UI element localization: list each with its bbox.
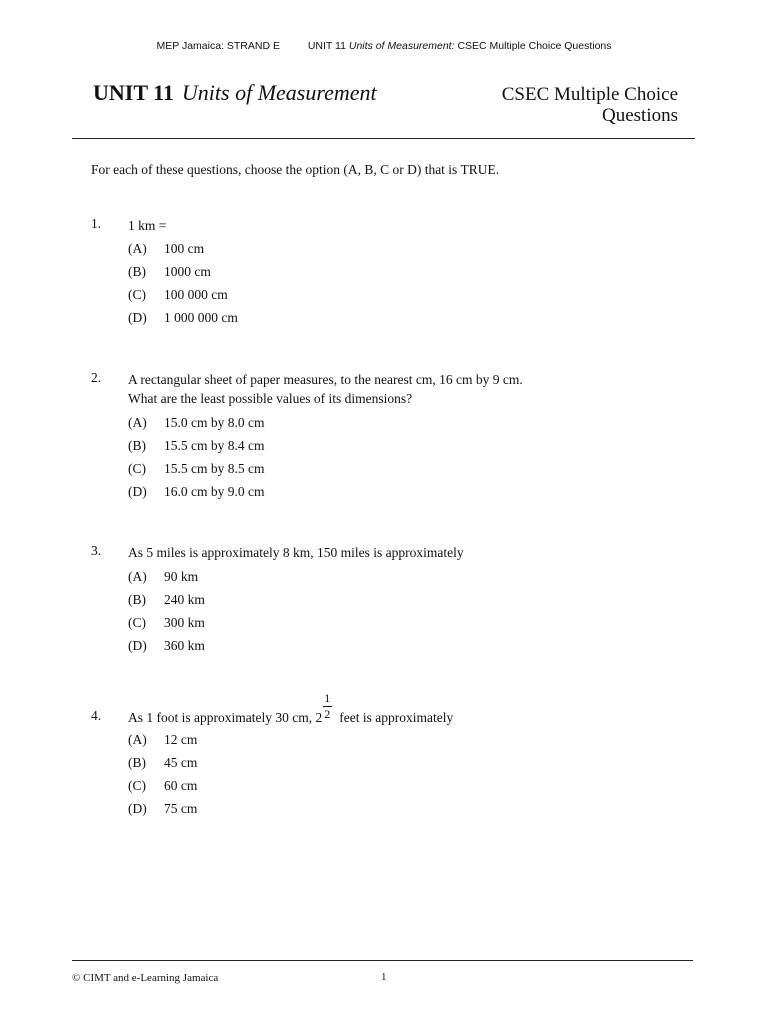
question-text (128, 370, 523, 408)
running-header (0, 40, 768, 52)
option-letter: (B) (128, 438, 146, 453)
option-text: 75 cm (164, 801, 198, 816)
option-letter: (C) (128, 615, 146, 630)
title-right-line2: Questions (602, 105, 678, 126)
question-text-line1: A rectangular sheet of paper measures, to the nearest cm, 16 cm by 9 cm. (128, 372, 523, 387)
question-text-after: feet is approximately (339, 710, 454, 725)
question-text-line2: What are the least possible values of its dimensions? (128, 391, 413, 406)
question-text: 1 km = (128, 218, 167, 233)
question-number: 3. (91, 543, 102, 558)
header-strand: MEP Jamaica: STRAND E (156, 40, 280, 52)
option-letter: (A) (128, 569, 147, 584)
title-unit: UNIT 11 (93, 80, 174, 105)
option-text: 15.0 cm by 8.0 cm (164, 415, 265, 430)
option-text: 1000 cm (164, 264, 211, 279)
instructions: For each of these questions, choose the option (A, B, C or D) that is TRUE. (91, 162, 500, 177)
header-topic: Units of Measurement: (348, 40, 455, 52)
question-number: 1. (91, 216, 102, 231)
footer-copyright: © CIMT and e-Learning Jamaica (72, 972, 219, 984)
option-letter: (C) (128, 461, 146, 476)
option-letter: (D) (128, 801, 147, 816)
question-number: 4. (91, 708, 102, 723)
option-text: 90 km (164, 569, 199, 584)
option-letter: (A) (128, 415, 147, 430)
title-topic: Units of Measurement (181, 80, 377, 105)
option-letter: (C) (128, 287, 146, 302)
question-number: 2. (91, 370, 102, 385)
title-divider (72, 138, 695, 139)
question-text (128, 691, 454, 727)
header-section: CSEC Multiple Choice Questions (457, 40, 612, 52)
option-letter: (B) (128, 592, 146, 607)
option-letter: (D) (128, 310, 147, 325)
option-letter: (D) (128, 484, 147, 499)
fraction-numerator: 1 (324, 691, 331, 705)
option-letter: (B) (128, 264, 146, 279)
option-text: 100 000 cm (164, 287, 228, 302)
header-unit: UNIT 11 (307, 40, 346, 52)
page-title (93, 80, 678, 130)
question-text: As 5 miles is approximately 8 km, 150 miles is approximately (128, 545, 464, 560)
option-text: 15.5 cm by 8.4 cm (164, 438, 265, 453)
option-text: 240 km (164, 592, 205, 607)
option-text: 360 km (164, 638, 205, 653)
option-letter: (A) (128, 241, 147, 256)
option-letter: (B) (128, 755, 146, 770)
title-right (502, 84, 678, 126)
option-text: 12 cm (164, 732, 198, 747)
option-text: 15.5 cm by 8.5 cm (164, 461, 265, 476)
title-left (93, 80, 377, 106)
footer-divider (72, 960, 693, 961)
fraction-one-half (323, 691, 333, 722)
title-right-line1: CSEC Multiple Choice (501, 84, 678, 105)
option-text: 16.0 cm by 9.0 cm (164, 484, 265, 499)
option-letter: (C) (128, 778, 146, 793)
option-letter: (D) (128, 638, 147, 653)
option-text: 300 km (164, 615, 205, 630)
option-letter: (A) (128, 732, 147, 747)
option-text: 45 cm (164, 755, 198, 770)
option-text: 60 cm (164, 778, 198, 793)
question-text-before: As 1 foot is approximately 30 cm, 2 (128, 710, 323, 725)
page-number: 1 (381, 971, 387, 983)
option-text: 100 cm (164, 241, 205, 256)
fraction-denominator: 2 (324, 707, 331, 721)
option-text: 1 000 000 cm (164, 310, 238, 325)
